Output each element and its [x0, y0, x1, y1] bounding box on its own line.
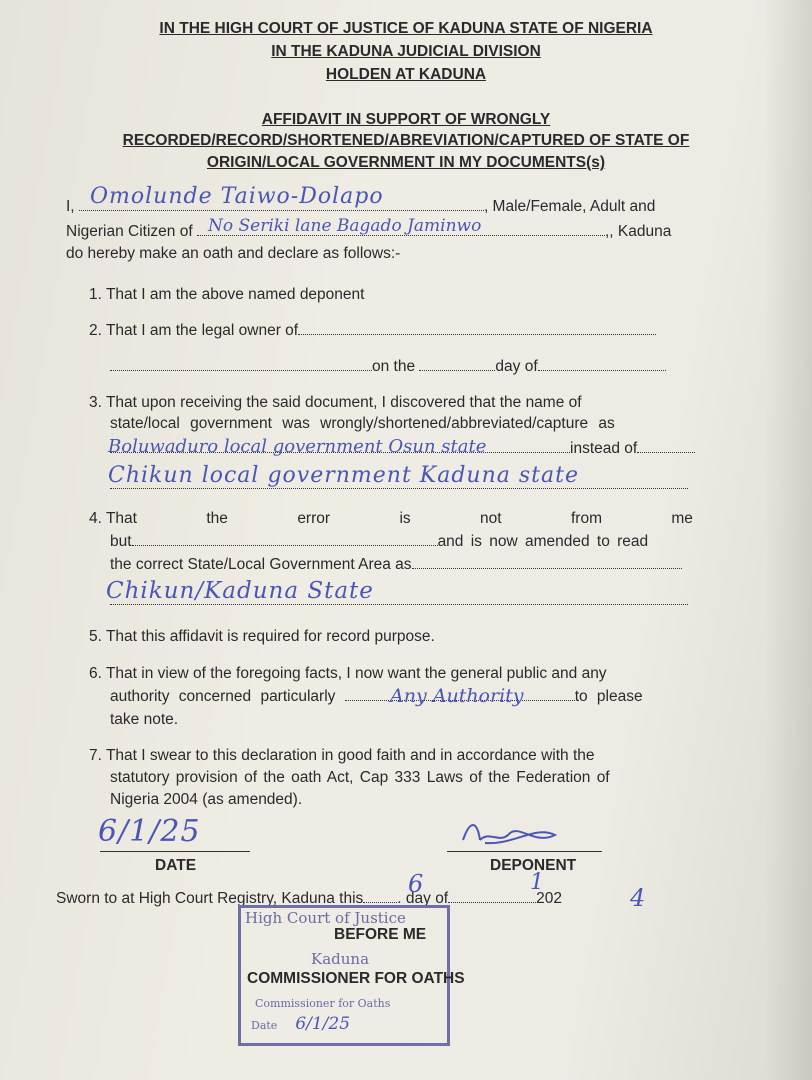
clause-7-line-2: statutory provision of the oath Act, Cap 333 Laws of the Federation of	[110, 769, 610, 786]
sworn-day-handwritten: 6	[408, 870, 425, 898]
correct-lga-handwritten: Chikun local government Kaduna state	[108, 463, 579, 488]
citizen-label: Nigerian Citizen of	[66, 223, 193, 240]
on-the-label: on the	[372, 358, 416, 375]
word: from	[570, 510, 602, 527]
stamp-date-label: Date	[251, 1019, 278, 1032]
word: is	[399, 510, 411, 527]
instead-blank	[637, 440, 695, 453]
clause-2-date	[110, 358, 666, 376]
date-label: DATE	[155, 857, 197, 874]
sworn-month-field	[448, 890, 536, 903]
to-please-label: to please	[574, 688, 643, 705]
sworn-day-field	[363, 890, 397, 903]
sworn-month-handwritten: 1	[530, 870, 545, 895]
correct-area-handwritten: Chikun/Kaduna State	[106, 578, 374, 604]
clause-1: 1. That I am the above named deponent	[89, 286, 365, 303]
stamp-city: Kaduna	[311, 950, 370, 968]
clause-6-line-2	[110, 688, 643, 706]
word: error	[297, 510, 331, 527]
wrong-lga-handwritten: Boluwaduro local government Osun state	[108, 436, 487, 457]
deponent-label: DEPONENT	[490, 857, 577, 874]
clause-4-line-2	[110, 533, 648, 551]
deponent-line	[447, 851, 602, 852]
date-handwritten: 6/1/25	[98, 814, 201, 849]
document-blank	[110, 358, 372, 371]
deponent-signature	[455, 815, 565, 855]
word: me	[671, 510, 693, 527]
particularly-label: authority concerned particularly	[110, 688, 336, 705]
clause-6-line-1: 6. That in view of the foregoing facts, I now want the general public and any	[89, 665, 607, 682]
clause-6-line-3: take note.	[110, 711, 179, 728]
name-handwritten: Omolunde Taiwo-Dolapo	[90, 184, 384, 209]
date-line	[100, 851, 250, 852]
clause-2	[89, 322, 656, 340]
affidavit-title-3: ORIGIN/LOCAL GOVERNMENT IN MY DOCUMENTS(s)	[206, 154, 606, 171]
correct-area-blank	[412, 556, 682, 569]
oath-line: do hereby make an oath and declare as follows:-	[66, 245, 401, 262]
clause-3-text: state/local government was wrongly/shortened/abbreviated/capture as	[110, 415, 615, 432]
word: 4. That	[89, 510, 137, 527]
authority-handwritten: Any Authority	[390, 685, 524, 707]
but-field	[132, 533, 438, 546]
clause-7-line-1: 7. That I swear to this declaration in good faith and in accordance with the	[89, 747, 595, 764]
clause-5: 5. That this affidavit is required for record purpose.	[89, 628, 435, 645]
amended-label: and is now amended to read	[437, 533, 649, 550]
day-blank	[419, 358, 495, 371]
stamp-court: High Court of Justice	[245, 909, 406, 927]
stamp-date	[251, 1014, 350, 1034]
clause-7-line-3: Nigeria 2004 (as amended).	[110, 791, 303, 808]
stamp-commissioner: Commissioner for Oaths	[255, 997, 391, 1010]
word: not	[480, 510, 502, 527]
clause-4-line-1	[89, 510, 693, 528]
clause-3-line-1: 3. That upon receiving the said document, I discovered that the name of	[89, 394, 582, 411]
month-blank	[538, 358, 666, 371]
day-of-label: day of	[495, 358, 538, 375]
intro-prefix: I,	[66, 198, 75, 215]
clause-3-line-2	[110, 415, 696, 433]
commissioner-for-oaths: COMMISSIONER FOR OATHS	[247, 970, 465, 987]
day-of-label: . day of	[397, 890, 449, 907]
sworn-prefix: Sworn to at High Court Registry, Kaduna this	[56, 890, 364, 907]
holden-heading: HOLDEN AT KADUNA	[325, 66, 487, 83]
intro-suffix: , Male/Female, Adult and	[483, 198, 656, 215]
stamp-date-handwritten: 6/1/25	[295, 1014, 351, 1034]
year-prefix: 202	[536, 890, 562, 907]
clause-4-line-3	[110, 556, 682, 574]
division-heading: IN THE KADUNA JUDICIAL DIVISION	[271, 43, 541, 60]
address-handwritten: No Seriki lane Bagado Jaminwo	[208, 216, 482, 236]
affidavit-title-2: RECORDED/RECORD/SHORTENED/ABREVIATION/CAPTURED OF STATE OF	[122, 132, 690, 149]
instead-of-label: instead of	[570, 440, 638, 457]
but-label: but	[110, 533, 132, 550]
clause-2-text: 2. That I am the legal owner of	[89, 322, 299, 339]
document-field	[298, 322, 656, 335]
word: the	[206, 510, 228, 527]
before-me: BEFORE ME	[334, 926, 427, 943]
kaduna-label: ,, Kaduna	[604, 223, 672, 240]
correct-area-label: the correct State/Local Government Area as	[110, 556, 412, 573]
sworn-year-handwritten: 4	[630, 884, 647, 912]
court-heading: IN THE HIGH COURT OF JUSTICE OF KADUNA STATE OF NIGERIA	[159, 20, 653, 37]
affidavit-title-1: AFFIDAVIT IN SUPPORT OF WRONGLY	[261, 111, 551, 128]
